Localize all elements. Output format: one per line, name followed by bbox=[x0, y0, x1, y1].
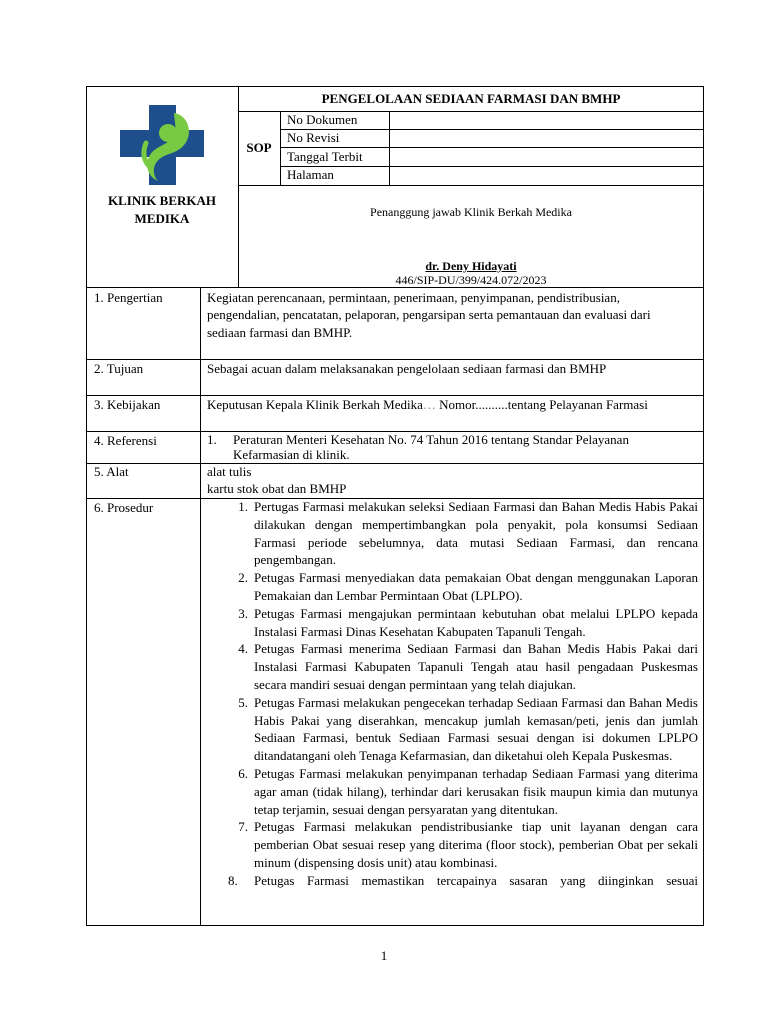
pengertian-line: Kegiatan perencanaan, permintaan, penerimaan, penyimpanan, pendistribusian, bbox=[207, 290, 620, 305]
alat-item: alat tulis bbox=[207, 464, 252, 479]
prosedur-step bbox=[206, 498, 698, 569]
signer-number: 446/SIP-DU/399/424.072/2023 bbox=[395, 273, 547, 287]
prosedur-step bbox=[206, 872, 698, 890]
label-kebijakan: 3. Kebijakan bbox=[94, 397, 161, 412]
prosedur-step-text: Petugas Farmasi mengajukan permintaan kebutuhan obat melalui LPLPO kepada Instalasi Farmasi Dinas Kesehatan Kabupaten Tapanuli Tengah. bbox=[254, 605, 698, 639]
prosedur-step-number: 2. bbox=[238, 570, 248, 586]
prosedur-step bbox=[206, 694, 698, 765]
meta-row-border bbox=[280, 166, 704, 167]
clinic-name-line2: MEDIKA bbox=[134, 211, 190, 226]
kebijakan-text-part2: Nomor..........tentang Pelayanan Farmasi bbox=[435, 397, 648, 412]
signer-name: dr. Deny Hidayati bbox=[425, 259, 517, 273]
kebijakan-text-part1: Keputusan Kepala Klinik Berkah Medika bbox=[207, 397, 423, 412]
meta-label-halaman: Halaman bbox=[287, 167, 334, 182]
prosedur-step-text: Petugas Farmasi memastikan tercapainya sasaran yang diinginkan sesuai bbox=[254, 872, 698, 888]
prosedur-step bbox=[206, 640, 698, 693]
header-divider bbox=[238, 86, 239, 288]
prosedur-step-number: 6. bbox=[238, 765, 248, 781]
prosedur-step-text: Petugas Farmasi melakukan pengecekan terhadap Sediaan Farmasi dan Bahan Medis Habis Pakai yang diserahkan, mencakup jumlah kemasan/peti, jenis dan jumlah Sediaan Farmasi, bentuk Sediaan Farmasi sesuai dengan isi dokumen LPLPO ditandatangani oleh Tenaga Kefarmasian, dan diketahui oleh Kepala Puskesmas. bbox=[254, 694, 698, 764]
prosedur-step-text: Petugas Farmasi menerima Sediaan Farmasi dan Bahan Medis Habis Pakai dari Instalasi Farmasi Kabupaten Tapanuli Tengah atau hasil pengadaan Puskesmas secara mandiri sesuai dengan permintaan yang telah diajukan. bbox=[254, 641, 698, 692]
prosedur-step-number: 1. bbox=[238, 499, 248, 514]
responsible-text: Penanggung jawab Klinik Berkah Medika bbox=[370, 205, 572, 219]
prosedur-step bbox=[206, 569, 698, 605]
label-prosedur: 6. Prosedur bbox=[94, 500, 154, 515]
prosedur-step-text: Petugas Farmasi menyediakan data pemakaian Obat dengan menggunakan Laporan Pemakaian dan Lembar Permintaan Obat (LPLPO). bbox=[254, 570, 698, 603]
sop-block-border bbox=[238, 185, 704, 186]
sop-label: SOP bbox=[246, 140, 272, 155]
alat-item: kartu stok obat dan BMHP bbox=[207, 481, 347, 496]
pengertian-line: sediaan farmasi dan BMHP. bbox=[207, 325, 353, 340]
prosedur-step-number: 3. bbox=[238, 605, 248, 621]
label-alat: 5. Alat bbox=[94, 464, 129, 479]
document-title: PENGELOLAAN SEDIAAN FARMASI DAN BMHP bbox=[321, 91, 621, 106]
prosedur-step-number: 5. bbox=[238, 694, 248, 710]
tujuan-text: Sebagai acuan dalam melaksanakan pengelolaan sediaan farmasi dan BMHP bbox=[207, 361, 607, 376]
content-column-divider bbox=[200, 287, 201, 926]
prosedur-step bbox=[206, 818, 698, 871]
clinic-name: KLINIK BERKAH bbox=[108, 193, 216, 208]
referensi-line1: Peraturan Menteri Kesehatan No. 74 Tahun 2016 tentang Standar Pelayanan bbox=[233, 432, 629, 447]
prosedur-step-number: 7. bbox=[238, 819, 248, 835]
label-pengertian: 1. Pengertian bbox=[94, 290, 163, 305]
kebijakan-ellipsis: … bbox=[422, 397, 436, 412]
referensi-line2: Kefarmasian di klinik. bbox=[233, 447, 350, 462]
label-tujuan: 2. Tujuan bbox=[94, 361, 144, 376]
prosedur-step-text: Pertugas Farmasi melakukan seleksi Sediaan Farmasi dan Bahan Medis Habis Pakai dilakukan dengan mempertimbangkan pola penyakit, pola konsumsi Sediaan Farmasi periode sebelumnya, data mutasi Sediaan Farmasi, dan rencana pengembangan. bbox=[254, 499, 698, 568]
prosedur-step bbox=[206, 605, 698, 641]
meta-value-border bbox=[389, 111, 390, 185]
meta-label-no-revisi: No Revisi bbox=[287, 130, 340, 145]
prosedur-step-text: Petugas Farmasi melakukan penyimpanan terhadap Sediaan Farmasi yang diterima agar aman (tidak hilang), terhindar dari kerusakan fisik maupun kimia dan mutunya tetap terjamin, sesuai dengan persyaratan yang ditentukan. bbox=[254, 765, 698, 817]
row-border bbox=[86, 463, 704, 464]
pengertian-line: pengendalian, pencatatan, pelaporan, pengarsipan serta pemantauan dan evaluasi dari bbox=[207, 307, 651, 322]
page-number: 1 bbox=[380, 948, 388, 963]
prosedur-step-number: 4. bbox=[238, 641, 248, 657]
prosedur-list bbox=[206, 498, 698, 890]
meta-label-tanggal-terbit: Tanggal Terbit bbox=[287, 149, 363, 164]
kebijakan-text bbox=[207, 396, 648, 414]
sop-column-border bbox=[280, 111, 281, 185]
meta-label-no-dokumen: No Dokumen bbox=[287, 112, 358, 127]
prosedur-step bbox=[206, 765, 698, 818]
prosedur-step-text: Petugas Farmasi melakukan pendistribusianke tiap unit layanan dengan cara pemberian Obat sesuai resep yang diterima (floor stock), pemberian Obat per sekali minum (dispensing dosis unit) atau kombinasi. bbox=[254, 819, 698, 870]
meta-row-border bbox=[280, 129, 704, 130]
label-referensi: 4. Referensi bbox=[94, 433, 157, 448]
referensi-number: 1. bbox=[207, 432, 217, 447]
clinic-logo bbox=[118, 103, 206, 187]
prosedur-step-number: 8. bbox=[228, 872, 238, 888]
